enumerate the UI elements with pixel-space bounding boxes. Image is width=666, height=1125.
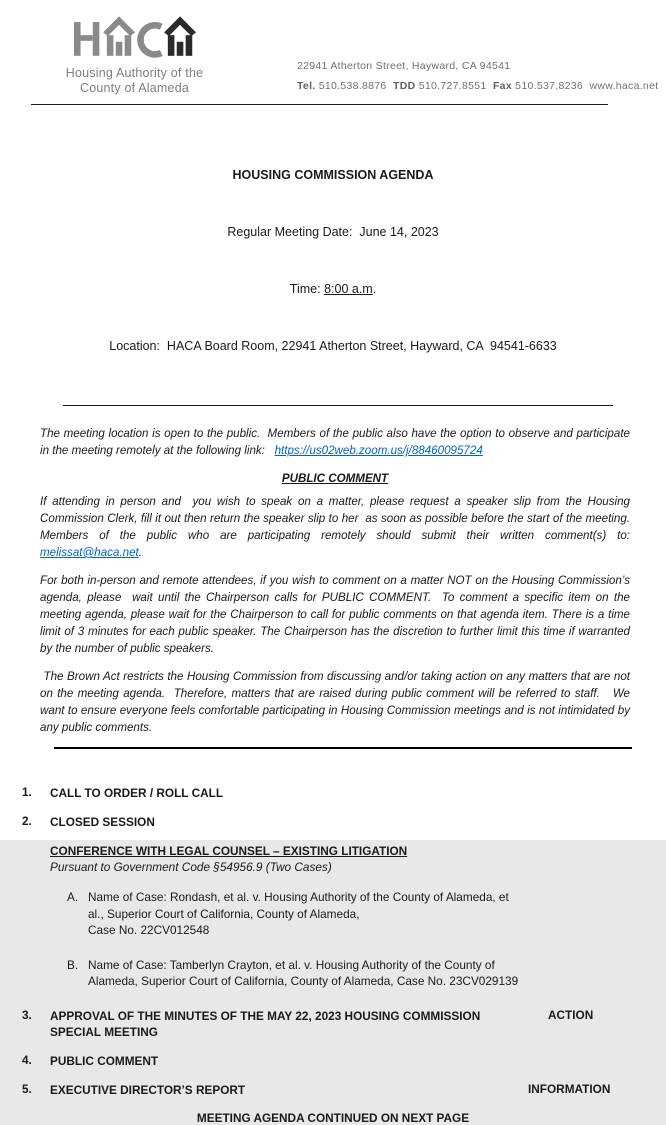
item-title-line: SPECIAL MEETING bbox=[50, 1024, 158, 1039]
case-letter: B. bbox=[67, 957, 79, 972]
title-divider bbox=[63, 405, 613, 406]
speaker-slip-paragraph bbox=[40, 493, 637, 561]
item-title: EXECUTIVE DIRECTOR’S REPORT bbox=[50, 1082, 246, 1097]
case-line: Name of Case: Tamberlyn Crayton, et al. v. Housing Authority of the County of bbox=[88, 957, 495, 972]
zoom-meeting-link[interactable]: https://us02web.zoom.us/j/88460095724 bbox=[274, 444, 483, 457]
tdd-number: 510.727.8551 bbox=[415, 80, 493, 92]
fax-number: 510.537.8236 bbox=[511, 80, 590, 92]
time-label: Time: bbox=[289, 282, 325, 296]
tel-label: Tel. bbox=[297, 80, 316, 92]
case-line: al., Superior Court of California, County of Alameda, bbox=[88, 906, 360, 921]
title-block bbox=[0, 128, 666, 394]
meeting-time-line bbox=[0, 280, 666, 299]
public-notice-section bbox=[40, 425, 637, 736]
agenda-item-1 bbox=[0, 785, 666, 801]
information-tag: INFORMATION bbox=[528, 1081, 611, 1096]
email-suffix: . bbox=[138, 546, 143, 559]
logo-caption-line1: Housing Authority of the bbox=[65, 66, 204, 80]
public-comment-heading: PUBLIC COMMENT bbox=[281, 472, 389, 485]
logo-caption bbox=[42, 66, 227, 96]
remote-participation-paragraph bbox=[40, 425, 634, 459]
agenda-list bbox=[0, 785, 666, 1098]
time-value: 8:00 a.m bbox=[324, 282, 373, 296]
continued-footer: MEETING AGENDA CONTINUED ON NEXT PAGE bbox=[196, 1110, 470, 1125]
contact-phones bbox=[297, 80, 658, 92]
header-divider bbox=[31, 104, 608, 105]
case-item-a bbox=[67, 889, 666, 939]
item-number: 3. bbox=[22, 1007, 32, 1022]
case-letter: A. bbox=[67, 890, 79, 904]
brown-act-paragraph: The Brown Act restricts the Housing Commission from discussing and/or taking action on any matters that are not on the meeting agenda. Therefore, matters that are raised during public comment will be referred to staff. We want to ensure everyone feels comfortable participating in Housing Commission meetings and is not intimidated by any public comments. bbox=[40, 670, 634, 734]
time-suffix: . bbox=[372, 282, 377, 296]
speaker-slip-text: If attending in person and you wish to speak on a matter, please request a speaker slip from the Housing Commission Clerk, fill it out then return the speaker slip to her as soon as possible before the start of the meeting. Members of the public who are participating remotely should submit their written comment(s) to: bbox=[40, 495, 637, 542]
case-description bbox=[88, 889, 509, 939]
meeting-location-line: Location: HACA Board Room, 22941 Atherton Street, Hayward, CA 94541-6633 bbox=[109, 339, 557, 353]
closed-session-subsection bbox=[50, 843, 666, 875]
case-description bbox=[88, 957, 518, 990]
fax-label: Fax bbox=[492, 80, 512, 92]
remote-participation-text: The meeting location is open to the public. Members of the public also have the option to observe and participate in the meeting remotely at the following link: bbox=[40, 427, 634, 457]
notice-divider bbox=[54, 747, 632, 749]
contact-info bbox=[297, 60, 658, 100]
item-number: 2. bbox=[22, 814, 32, 828]
item-title: CLOSED SESSION bbox=[50, 815, 155, 829]
tel-number: 510.538.8876 bbox=[315, 80, 393, 92]
house-icon bbox=[103, 16, 135, 55]
case-line: Case No. 22CV012548 bbox=[88, 923, 210, 937]
email-link[interactable]: melissat@haca.net bbox=[40, 546, 139, 559]
item-title-line: APPROVAL OF THE MINUTES OF THE MAY 22, 2023 HOUSING COMMISSION bbox=[50, 1008, 481, 1023]
comment-rules-paragraph: For both in-person and remote attendees, if you wish to comment on a matter NOT on the Housing Commission’s agenda, please wait until the Chairperson calls for PUBLIC COMMENT. To comment a specific item on the meeting agenda, please wait for the Chairperson to call for public comments on that agenda item. There is a time limit of 3 minutes for each public speaker. The Chairperson has the discretion to further limit this time if warranted by the number of public speakers. bbox=[40, 574, 634, 655]
tdd-label: TDD bbox=[393, 80, 416, 92]
action-tag: ACTION bbox=[548, 1007, 594, 1022]
document-title: HOUSING COMMISSION AGENDA bbox=[232, 168, 434, 182]
haca-logo-block bbox=[42, 14, 227, 96]
item-title: PUBLIC COMMENT bbox=[50, 1053, 159, 1068]
haca-logo-icon bbox=[74, 14, 196, 62]
logo-caption-line2: County of Alameda bbox=[79, 81, 190, 95]
case-line: Name of Case: Rondash, et al. v. Housing Authority of the County of Alameda, et bbox=[88, 890, 509, 904]
agenda-item-5 bbox=[0, 1082, 666, 1098]
letterhead bbox=[0, 0, 666, 112]
case-line: Alameda, Superior Court of California, County of Alameda, Case No. 23CV029139 bbox=[88, 974, 519, 988]
agenda-item-4 bbox=[0, 1053, 666, 1069]
item-number: 5. bbox=[22, 1081, 32, 1096]
government-code-note: Pursuant to Government Code §54956.9 (Two Cases) bbox=[50, 860, 332, 874]
meeting-date-line: Regular Meeting Date: June 14, 2023 bbox=[227, 225, 439, 239]
house-icon bbox=[164, 16, 196, 55]
litigation-conference-heading: CONFERENCE WITH LEGAL COUNSEL – EXISTING LITIGATION bbox=[50, 844, 408, 858]
website-text: www.haca.net bbox=[589, 80, 659, 92]
case-item-b bbox=[67, 957, 666, 990]
item-title bbox=[50, 1008, 480, 1040]
item-number: 1. bbox=[22, 785, 32, 799]
agenda-item-2 bbox=[0, 814, 666, 830]
agenda-item-3 bbox=[0, 1008, 666, 1040]
item-title: CALL TO ORDER / ROLL CALL bbox=[50, 786, 224, 800]
item-number: 4. bbox=[22, 1052, 32, 1067]
contact-address: 22941 Atherton Street, Hayward, CA 94541 bbox=[297, 60, 511, 72]
